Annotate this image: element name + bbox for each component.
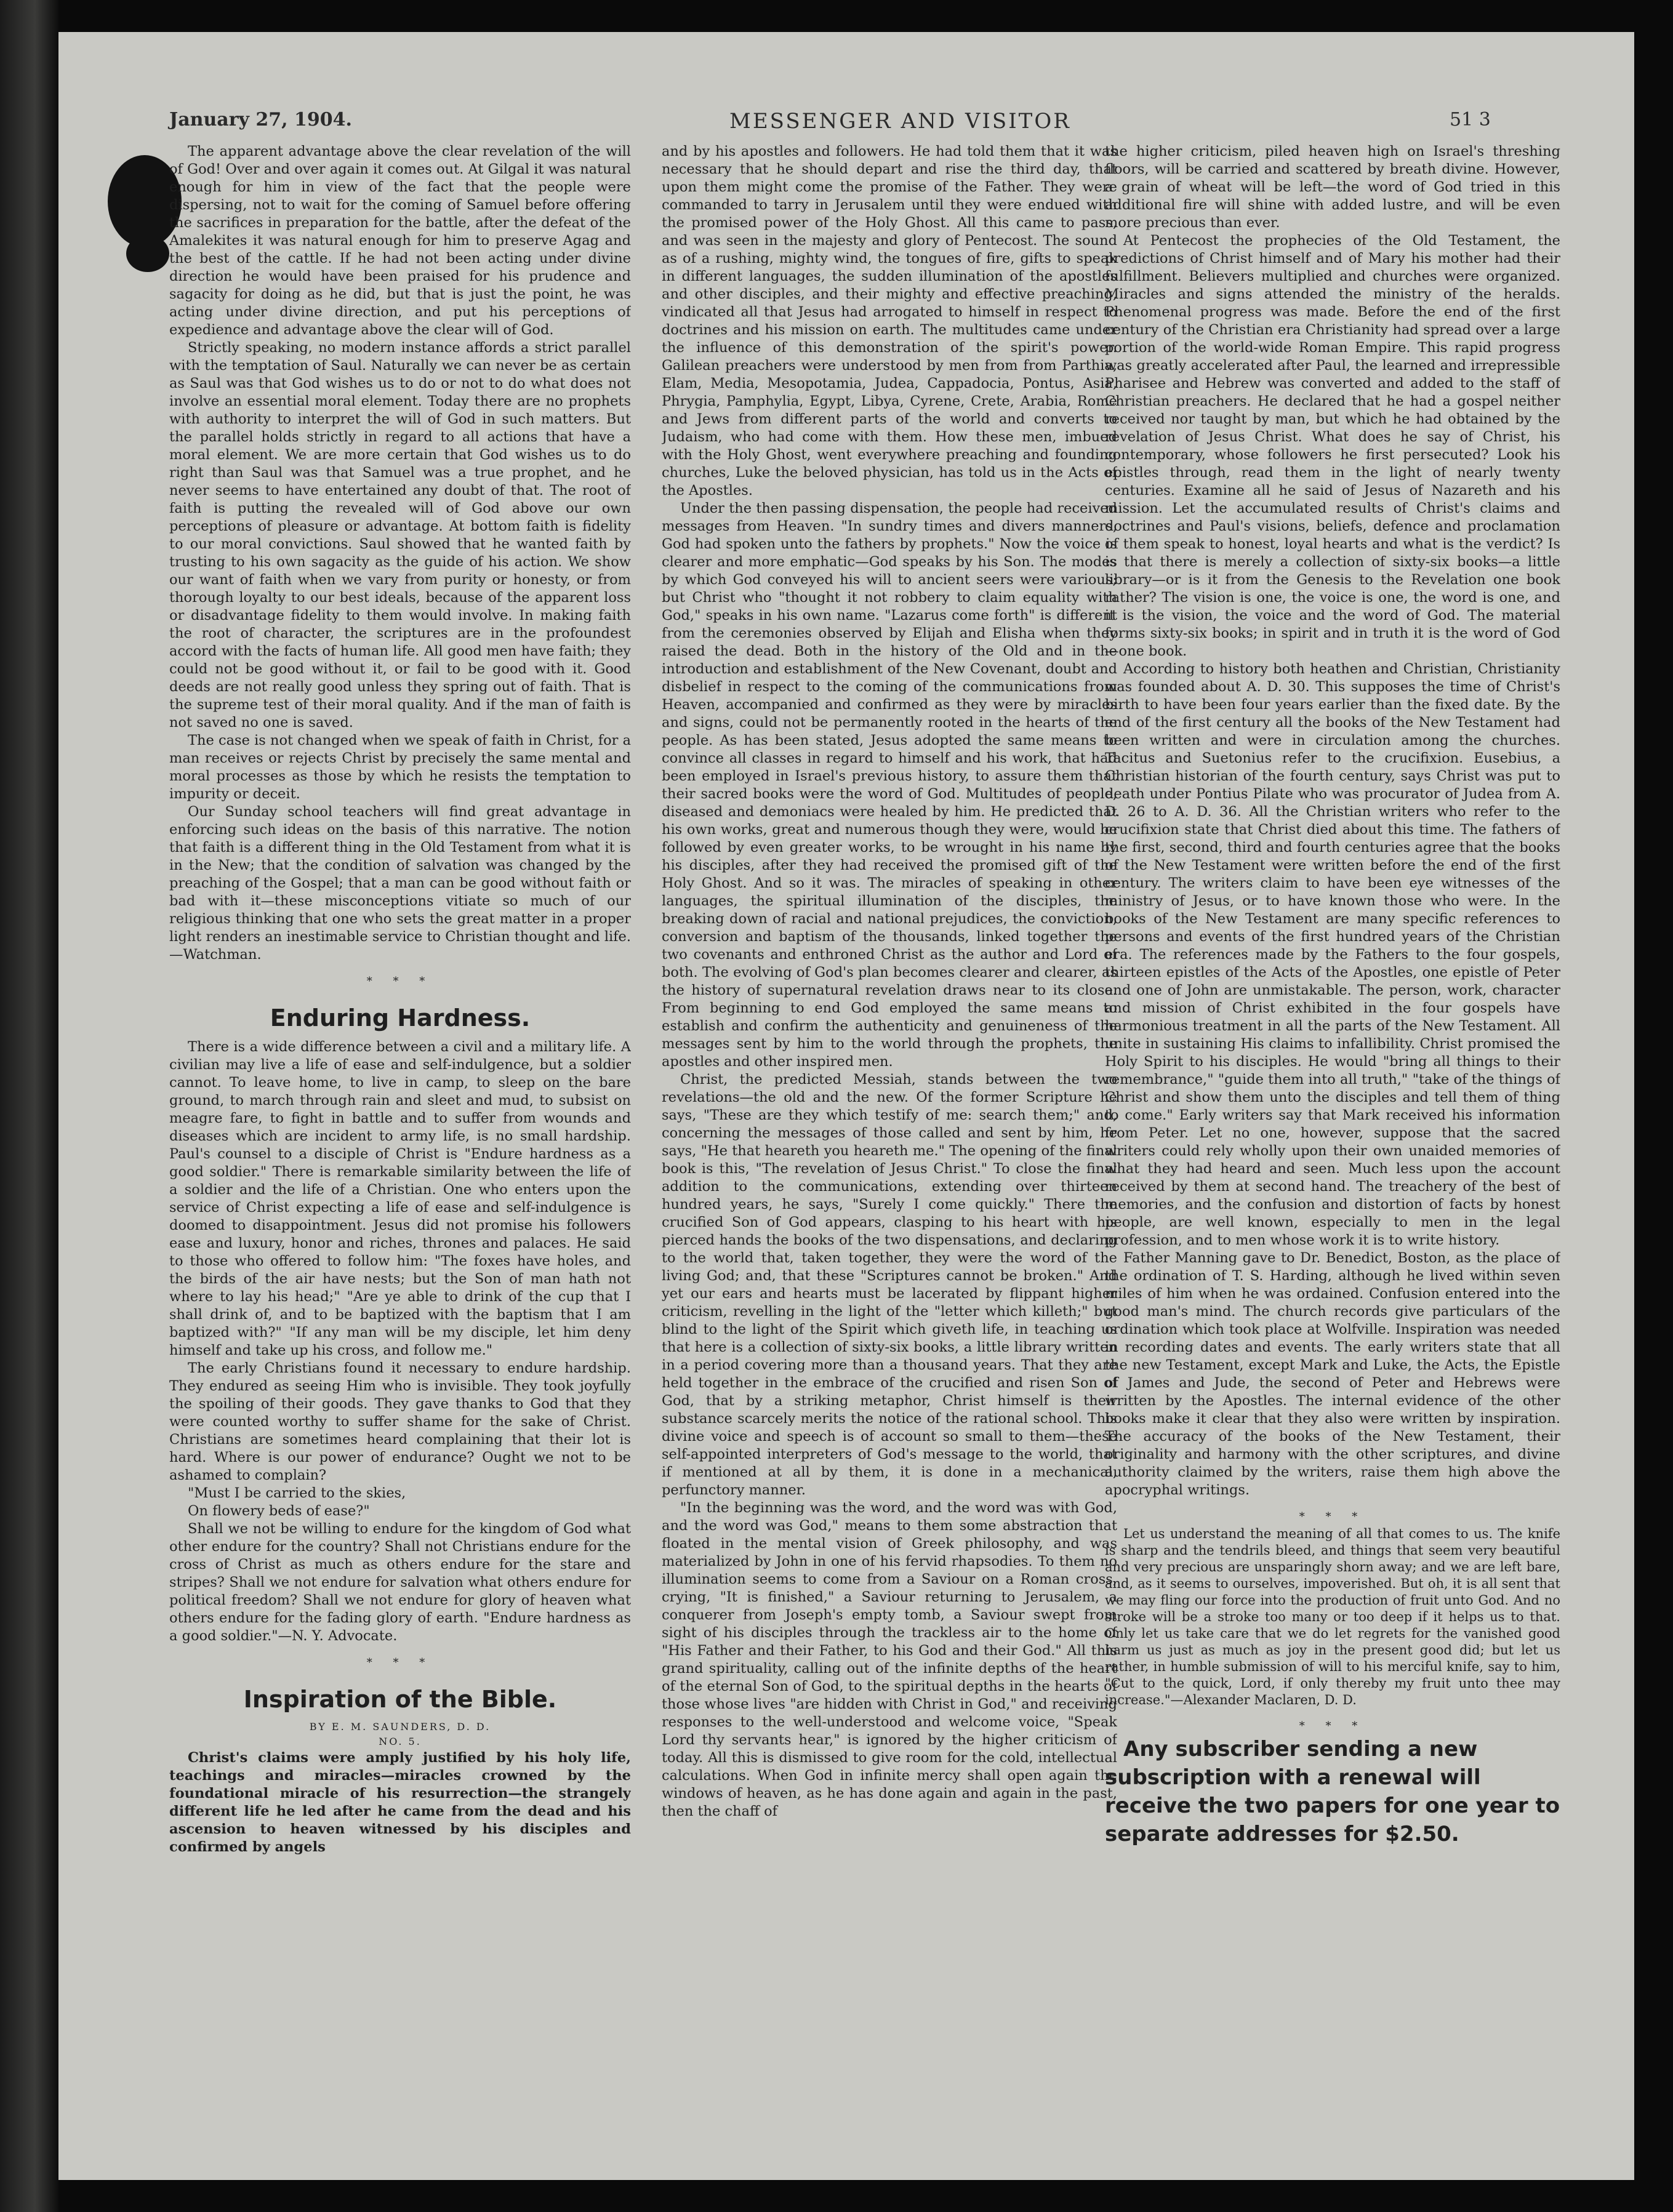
article-heading-enduring-hardness: Enduring Hardness. <box>270 1004 531 1032</box>
issue-date: January 27, 1904. <box>169 109 352 130</box>
paragraph: the higher criticism, piled heaven high on Israel's threshing floors, will be carried and scattered by breath divine. However, a grain of wheat will be left—the word of God tried in this additional fire will shine with added lustre, and will be even more precious than ever. <box>1105 143 1560 231</box>
paragraph: Christ, the predicted Messiah, stands between the two revelations—the old and the new. Of the former Scripture he says, "These are they which testify of me: search them;" and, concerning the messages of those called and sent by him, he says, "He that heareth you heareth me." The opening of the final book is this, "The revelation of Jesus Christ." To close the final addition to the communications, extending over thirteen hundred years, he says, "Surely I come quickly." There the crucified Son of God appears, clasping to his heart with his pierced hands the books of the two dispensations, and declaring to the world that, taken together, they were the word of the living God; and, that these "Scriptures cannot be broken." And yet our ears and hearts must be lacerated by flippant higher criticism, revelling in the light of the "letter which killeth;" but blind to the light of the Spirit which giveth life, in teaching us that here is a collection of sixty-six books, a little library written in a period covering more than a thousand years. That they are held together in the embrace of the crucified and risen Son of God, that by a striking metaphor, Christ himself is their substance scarcely merits the notice of the rational school. This divine voice and speech is of account so small to them—these self-appointed interpreters of God's message to the world, that if mentioned at all by them, it is done in a mechanical, perfunctory manner. <box>662 1072 1117 1498</box>
section-divider: * * * <box>366 975 434 988</box>
paragraph: The case is not changed when we speak of faith in Christ, for a man receives or rejects Christ by precisely the same mental and moral processes as those by which he resists the temptation to impurity or deceit. <box>169 732 631 802</box>
paragraph: There is a wide difference between a civil and a military life. A civilian may live a life of ease and self-indulgence, but a soldier cannot. To leave home, to live in camp, to sleep on the bare ground, to march through rain and sleet and mud, to subsist on meagre fare, to fight in battle and to suffer from wounds and diseases which are incident to army life, is no small hardship. Paul's counsel to a disciple of Christ is "Endure hardness as a good soldier." There is remarkable similarity between the life of a soldier and the life of a Christian. One who enters upon the service of Christ expecting a life of ease and self-indulgence is doomed to disappointment. Jesus did not promise his followers ease and luxury, honor and riches, thrones and palaces. He said to those who offered to follow him: "The foxes have holes, and the birds of the air have nests; but the Son of man hath not where to lay his head;" "Are ye able to drink of the cup that I shall drink of, and to be baptized with the baptism that I am baptized with?" "If any man will be my disciple, let him deny himself and take up his cross, and follow me." <box>169 1039 631 1358</box>
column-3 <box>1105 143 1560 2155</box>
paragraph: Strictly speaking, no modern instance affords a strict parallel with the temptation of Saul. Naturally we can never be as certain as Saul was that God wishes us to do or not to do what does not involve an essential moral element. Today there are no prophets with authority to interpret the will of God in such matters. But the parallel holds strictly in regard to all actions that have a moral element. We are more certain that God wishes us to do right than Saul was that Samuel was a true prophet, and he never seems to have entertained any doubt of that. The root of faith is putting the revealed will of God above our own perceptions of pleasure or advantage. At bottom faith is fidelity to our moral convictions. Saul showed that he wanted faith by trusting to his own sagacity as the guide of his action. We show our want of faith when we vary from purity or honesty, or from thorough loyalty to our best ideals, because of the apparent loss or disadvantage fidelity to them would involve. In making faith the root of character, the scriptures are in the profoundest accord with the facts of human life. All good men have faith; they could not be good without it, or fail to be good with it. Good deeds are not really good unless they spring out of faith. That is the supreme test of their moral quality. And if the man of faith is not saved no one is saved. <box>169 340 631 731</box>
paragraph: Christ's claims were amply justified by his holy life, teachings and miracles—miracles crowned by the foundational miracle of his resurrection—the strangely different life he led after he came from the dead and his ascension to heaven witnessed by his disciples and confirmed by angels <box>169 1750 631 1855</box>
section-divider: * * * <box>1299 1510 1366 1523</box>
page-number: 51 3 <box>1450 109 1491 130</box>
paragraph: At Pentecost the prophecies of the Old Testament, the predictions of Christ himself and of Mary his mother had their fulfillment. Believers multiplied and churches were organized. Miracles and signs attended the ministry of the heralds. Phenomenal progress was made. Before the end of the first century of the Christian era Christianity had spread over a large portion of the world-wide Roman Empire. This rapid progress was greatly accelerated after Paul, the learned and irrepressible Pharisee and Hebrew was converted and added to the staff of Christian preachers. He declared that he had a gospel neither received nor taught by man, but which he had obtained by the revelation of Jesus Christ. What does he say of Christ, his contemporary, whose followers he first persecuted? Look his epistles through, read them in the light of nearly twenty centuries. Examine all he said of Jesus of Nazareth and his mission. Let the accumulated results of Christ's claims and doctrines and Paul's visions, beliefs, defence and proclamation of them speak to honest, loyal hearts and what is the verdict? Is is that there is merely a collection of sixty-six books—a little library—or is it from the Genesis to the Revelation one book rather? The vision is one, the voice is one, the word is one, and it is the vision, the voice and the word of God. The material forms sixty-six books; in spirit and in truth it is the word of God—one book. <box>1105 233 1560 659</box>
subscription-notice: Any subscriber sending a new subscription with a renewal will receive the two papers for one year to separate addresses for $2.50. <box>1105 1737 1560 1846</box>
article-heading-inspiration: Inspiration of the Bible. <box>243 1686 557 1713</box>
section-divider: * * * <box>366 1656 434 1669</box>
paragraph: Father Manning gave to Dr. Benedict, Boston, as the place of the ordination of T. S. Harding, although he lived within seven miles of him when he was ordained. Confusion entered into the good man's mind. The church records give particulars of the ordination which took place at Wolfville. Inspiration was needed in recording dates and events. The early writers state that all the new Testament, except Mark and Luke, the Acts, the Epistle of James and Jude, the second of Peter and Hebrews were written by the Apostles. The internal evidence of the other books make it clear that they also were written by inspiration. The accuracy of the books of the New Testament, their originality and harmony with the other scriptures, and divine authority claimed by the writers, raise them high above the apocryphal writings. <box>1105 1250 1560 1498</box>
author-byline: BY E. M. SAUNDERS, D. D. <box>309 1721 491 1733</box>
paragraph: Let us understand the meaning of all that comes to us. The knife is sharp and the tendrils bleed, and things that seem very beautiful and very precious are unsparingly shorn away; and we are left bare, and, as it seems to ourselves, impoverished. But oh, it is all sent that we may fling our force into the production of fruit unto God. And no stroke will be a stroke too many or too deep if it helps us to that. Only let us take care that we do let regrets for the vanished good harm us just as much as joy in the present good did; but let us rather, in humble submission of will to his merciful knife, say to him, "Cut to the quick, Lord, if only thereby my fruit unto thee may increase."—Alexander Maclaren, D. D. <box>1105 1526 1560 1707</box>
paragraph: The early Christians found it necessary to endure hardship. They endured as seeing Him who is invisible. They took joyfully the spoiling of their goods. They gave thanks to God that they were counted worthy to suffer shame for the sake of Christ. Christians are sometimes heard complaining that their lot is hard. Where is our power of endurance? Ought we not to be ashamed to complain? <box>169 1360 631 1483</box>
paragraph: "In the beginning was the word, and the word was with God, and the word was God," means to them some abstraction that floated in the mental vision of Greek philosophy, and was materialized by John in one of his fervid rhapsodies. To them no illumination seems to come from a Saviour on a Roman cross, crying, "It is finished," a Saviour returning to Jerusalem, a conquerer from Joseph's empty tomb, a Saviour swept from sight of his disciples through the trackless air to the home of "His Father and their Father, to his God and their God." All this grand spirituality, calling out of the infinite depths of the heart of the eternal Son of God, to the spiritual depths in the hearts of those whose lives "are hidden with Christ in God," and receiving responses to the well-understood and welcome voice, "Speak Lord thy servants hear," is ignored by the higher criticism of today. All this is dismissed to give room for the cold, intellectual calculations. When God in infinite mercy shall open again the windows of heaven, as he has done again and again in the past, then the chaff of <box>662 1500 1117 1819</box>
paragraph: and by his apostles and followers. He had told them that it was necessary that he should depart and rise the third day, that upon them might come the promise of the Father. They were commanded to tarry in Jerusalem until they were endued with the promised power of the Holy Ghost. All this came to pass, and was seen in the majesty and glory of Pentecost. The sound as of a rushing, mighty wind, the tongues of fire, gifts to speak in different languages, the sudden illumination of the apostles and other disciples, and their mighty and effective preaching, vindicated all that Jesus had arrogated to himself in respect to doctrines and his mission on earth. The multitudes came under the influence of this demonstration of the spirit's power. Galilean preachers were understood by men from from Parthia, Elam, Media, Mesopotamia, Judea, Cappadocia, Pontus, Asia, Phrygia, Pamphylia, Egypt, Libya, Cyrene, Crete, Arabia, Rome and Jews from different parts of the world and converts to Judaism, who had come with them. How these men, imbued with the Holy Ghost, went everywhere preaching and founding churches, Luke the beloved physician, has told us in the Acts of the Apostles. <box>662 143 1117 499</box>
section-divider: * * * <box>1299 1720 1366 1733</box>
paragraph: According to history both heathen and Christian, Christianity was founded about A. D. 30. This supposes the time of Christ's birth to have been four years earlier than the fixed date. By the end of the first century all the books of the New Testament had been written and were in circulation among the churches. Tacitus and Suetonius refer to the crucifixion. Eusebius, a Christian historian of the fourth century, says Christ was put to death under Pontius Pilate who was procurator of Judea from A. D. 26 to A. D. 36. All the Christian writers who refer to the crucifixion state that Christ died about this time. The fathers of the first, second, third and fourth centuries agree that the books of the New Testament were written before the end of the first century. The writers claim to have been eye witnesses of the ministry of Jesus, or to have known those who were. In the books of the New Testament are many specific references to persons and events of the first hundred years of the Christian era. The references made by the Fathers to the four gospels, thirteen epistles of the Acts of the Apostles, one epistle of Peter and one of John are unmistakable. The person, work, character and mission of Christ exhibited in the four gospels have harmonious treatment in all the parts of the New Testament. All unite in sustaining His claims to infallibility. Christ promised the Holy Spirit to his disciples. He would "bring all things to their remembrance," "guide them into all truth," "take of the things of Christ and show them unto the disciples and tell them of thing to come." Early writers say that Mark received his information from Peter. Let no one, however, suppose that the sacred writers could rely wholly upon their own unaided memories of what they had heard and seen. Much less upon the account received by them at second hand. The treachery of the best of memories, and the confusion and distortion of facts by honest people, are well known, especially to men in the legal profession, and to men whose work it is to write history. <box>1105 661 1560 1248</box>
paragraph: Our Sunday school teachers will find great advantage in enforcing such ideas on the basis of this narrative. The notion that faith is a different thing in the Old Testament from what it is in the New; that the condition of salvation was changed by the preaching of the Gospel; that a man can be good without faith or bad with it—these misconceptions vitiate so much of our religious thinking that one who sets the great matter in a proper light renders an inestimable service to Christian thought and life.—Watchman. <box>169 804 631 963</box>
newspaper-page <box>58 32 1634 2180</box>
ink-blot <box>126 235 169 272</box>
paragraph: The apparent advantage above the clear revelation of the will of God! Over and over again it comes out. At Gilgal it was natural enough for him in view of the fact that the people were dispersing, not to wait for the coming of Samuel before offering the sacrifices in preparation for the battle, after the defeat of the Amalekites it was natural enough for him to preserve Agag and the best of the cattle. If he had not been acting under divine direction he would have been praised for his prudence and sagacity for doing as he did, but that is just the point, he was acting under divine direction, and put his perceptions of expedience and advantage above the clear will of God. <box>169 143 631 338</box>
column-1 <box>169 143 631 2155</box>
paragraph: Under the then passing dispensation, the people had received messages from Heaven. "In sundry times and divers manners, God had spoken unto the fathers by prophets." Now the voice is clearer and more emphatic—God speaks by his Son. The modes by which God conveyed his will to ancient seers were various; but Christ who "thought it not robbery to claim equality with God," speaks in his own name. "Lazarus come forth" is different from the ceremonies observed by Elijah and Elisha when they raised the dead. Both in the history of the Old and in the introduction and establishment of the New Covenant, doubt and disbelief in respect to the coming of the communications from Heaven, accompanied and confirmed as they were by miracles and signs, could not be permanently rooted in the hearts of the people. As has been stated, Jesus adopted the same means to convince all classes in regard to himself and his work, that had been employed in Israel's previous history, to assure them that their sacred books were the word of God. Multitudes of people, diseased and demoniacs were healed by him. He predicted that his own works, great and numerous though they were, would be followed by even greater works, to be wrought in his name by his disciples, after they had received the promised gift of the Holy Ghost. And so it was. The miracles of speaking in other languages, the spiritual illumination of the disciples, the breaking down of racial and national prejudices, the conviction, conversion and baptism of the thousands, linked together the two covenants and enthroned Christ as the author and Lord of both. The evolving of God's plan becomes clearer and clearer, as the history of supernatural revelation draws near to its close. From beginning to end God employed the same means to establish and confirm the authenticity and genuineness of the messages sent by him to the world through the prophets, the apostles and other inspired men. <box>662 500 1117 1070</box>
article-number: NO. 5. <box>379 1736 422 1747</box>
verse-line: On flowery beds of ease?" <box>188 1503 370 1519</box>
scan-left-edge <box>0 0 58 2212</box>
column-2 <box>662 143 1117 2155</box>
paragraph: Shall we not be willing to endure for the kingdom of God what other endure for the country? Shall not Christians endure for the cross of Christ as much as others endure for the stare and stripes? Shall we not endure for salvation what others endure for political freedom? Shall we not endure for glory of heaven what others endure for the fading glory of earth. "Endure hardness as a good soldier."—N. Y. Advocate. <box>169 1521 631 1644</box>
masthead-title: MESSENGER AND VISITOR <box>729 109 1071 134</box>
verse-line: "Must I be carried to the skies, <box>188 1485 406 1501</box>
